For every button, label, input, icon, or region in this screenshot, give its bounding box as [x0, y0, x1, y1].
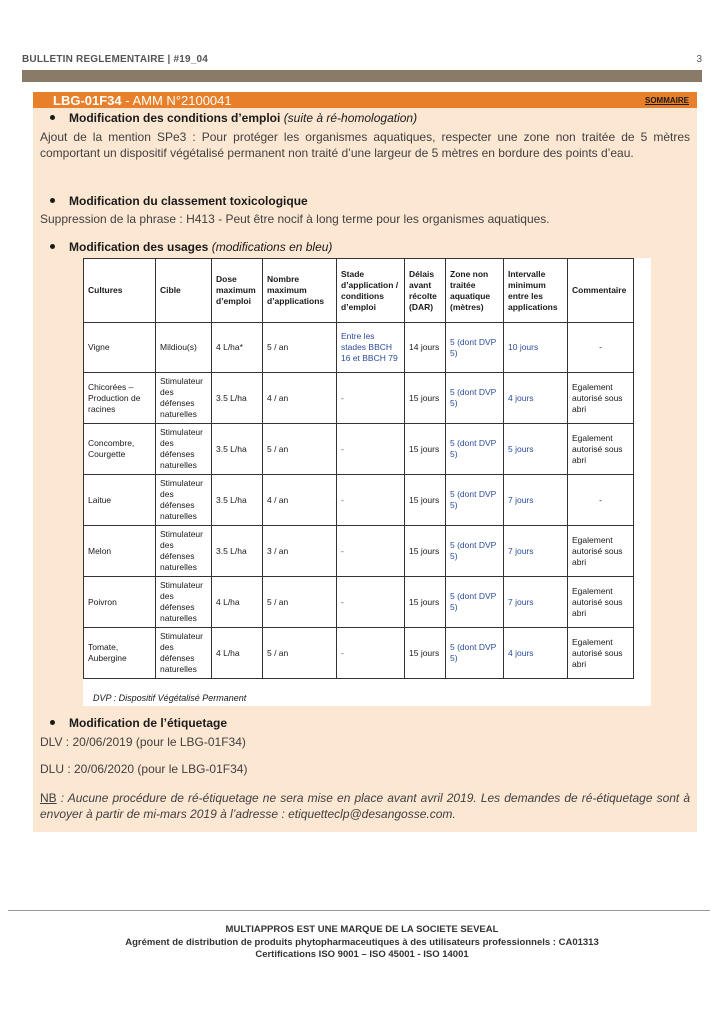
footer-certifications: Certifications ISO 9001 – ISO 45001 - ISO 14001: [255, 949, 469, 960]
table-cell: Chicorées – Production de racines: [84, 373, 156, 424]
table-row: [84, 628, 634, 679]
table-cell: Egalement autorisé sous abri: [568, 628, 634, 679]
table-cell: Tomate, Aubergine: [84, 628, 156, 679]
table-row: [84, 424, 634, 475]
column-header: Délais avant récolte (DAR): [405, 259, 446, 323]
table-cell: -: [337, 577, 405, 628]
table-cell: Stimulateur des défenses naturelles: [156, 373, 212, 424]
table-cell: 5 / an: [263, 577, 337, 628]
table-cell: 15 jours: [405, 475, 446, 526]
etiquetage-heading: Modification de l’étiquetage: [50, 716, 227, 730]
table-cell: 14 jours: [405, 323, 446, 373]
bullet-icon: [50, 720, 55, 725]
conditions-heading-note: (suite à ré-homologation): [283, 111, 418, 125]
bulletin-header: BULLETIN REGLEMENTAIRE | #19_04: [22, 54, 209, 65]
nb-text: : Aucune procédure de ré-étiquetage ne sera mise en place avant avril 2019. Les demandes de ré-étiquetage sont à envoyer à partir de mi-mars 2019 à l’adresse : etiquetteclp@desangosse.com.: [40, 791, 690, 821]
table-cell: 7 jours: [504, 475, 568, 526]
column-header: Stade d’application / conditions d’emploi: [337, 259, 405, 323]
table-cell: 4 L/ha*: [212, 323, 263, 373]
table-cell: Egalement autorisé sous abri: [568, 526, 634, 577]
nb-note: [40, 790, 690, 822]
header-band: [22, 70, 702, 82]
table-cell: 5 (dont DVP 5): [446, 577, 504, 628]
usages-heading: Modification des usages (modifications en bleu): [50, 240, 332, 254]
bullet-icon: [50, 198, 55, 203]
sommaire-link[interactable]: SOMMAIRE: [645, 96, 689, 105]
table-cell: 10 jours: [504, 323, 568, 373]
table-cell: 15 jours: [405, 628, 446, 679]
table-cell: 15 jours: [405, 577, 446, 628]
column-header: Dose maximum d’emploi: [212, 259, 263, 323]
table-cell: Stimulateur des défenses naturelles: [156, 577, 212, 628]
table-cell: 7 jours: [504, 526, 568, 577]
usages-table-image: [83, 258, 651, 706]
table-cell: 5 (dont DVP 5): [446, 628, 504, 679]
table-row: [84, 577, 634, 628]
table-cell: 15 jours: [405, 424, 446, 475]
table-body: [84, 323, 634, 679]
table-cell: 5 (dont DVP 5): [446, 475, 504, 526]
table-cell: -: [337, 526, 405, 577]
table-cell: Laitue: [84, 475, 156, 526]
table-cell: Concombre, Courgette: [84, 424, 156, 475]
footer-brand: MULTIAPPROS EST UNE MARQUE DE LA SOCIETE SEVEAL: [225, 924, 499, 935]
column-header: Cultures: [84, 259, 156, 323]
table-cell: 5 jours: [504, 424, 568, 475]
table-cell: 4 / an: [263, 475, 337, 526]
column-header: Cible: [156, 259, 212, 323]
dlv-text: DLV : 20/06/2019 (pour le LBG-01F34): [40, 735, 246, 749]
table-cell: 3 / an: [263, 526, 337, 577]
nb-label: NB: [40, 791, 57, 805]
table-cell: Mildiou(s): [156, 323, 212, 373]
table-row: [84, 373, 634, 424]
table-cell: 5 (dont DVP 5): [446, 373, 504, 424]
table-cell: 5 (dont DVP 5): [446, 323, 504, 373]
table-cell: 15 jours: [405, 373, 446, 424]
table-cell: Vigne: [84, 323, 156, 373]
table-cell: Stimulateur des défenses naturelles: [156, 475, 212, 526]
column-header: Intervalle minimum entre les applications: [504, 259, 568, 323]
table-cell: -: [568, 323, 634, 373]
column-header: Nombre maximum d’applications: [263, 259, 337, 323]
usages-heading-note: (modifications en bleu): [211, 240, 333, 254]
table-cell: 3.5 L/ha: [212, 373, 263, 424]
table-cell: 4 L/ha: [212, 628, 263, 679]
table-cell: 3.5 L/ha: [212, 526, 263, 577]
table-cell: -: [337, 475, 405, 526]
table-cell: 4 L/ha: [212, 577, 263, 628]
table-cell: -: [568, 475, 634, 526]
table-cell: Melon: [84, 526, 156, 577]
table-cell: Egalement autorisé sous abri: [568, 577, 634, 628]
bullet-icon: [50, 244, 55, 249]
table-cell: 5 (dont DVP 5): [446, 424, 504, 475]
table-cell: -: [337, 373, 405, 424]
table-cell: 5 (dont DVP 5): [446, 526, 504, 577]
classement-text: Suppression de la phrase : H413 - Peut être nocif à long terme pour les organismes aquatiques.: [40, 212, 550, 226]
amm-number: - AMM N°2100041: [121, 93, 232, 108]
table-cell: Stimulateur des défenses naturelles: [156, 526, 212, 577]
column-header: Zone non traitée aquatique (mètres): [446, 259, 504, 323]
table-cell: Entre les stades BBCH 16 et BBCH 79: [337, 323, 405, 373]
table-cell: 4 jours: [504, 373, 568, 424]
table-cell: Stimulateur des défenses naturelles: [156, 628, 212, 679]
footer-separator: [8, 910, 710, 911]
table-cell: 5 / an: [263, 424, 337, 475]
table-cell: -: [337, 628, 405, 679]
footer-agrement: Agrément de distribution de produits phytopharmaceutiques à des utilisateurs professionnels : CA01313: [125, 937, 599, 948]
dvp-legend: DVP : Dispositif Végétalisé Permanent: [93, 693, 247, 703]
table-cell: 5 / an: [263, 323, 337, 373]
dlu-text: DLU : 20/06/2020 (pour le LBG-01F34): [40, 762, 248, 776]
table-row: [84, 475, 634, 526]
table-cell: Stimulateur des défenses naturelles: [156, 424, 212, 475]
classement-heading: Modification du classement toxicologique: [50, 194, 308, 208]
page-number: 3: [696, 54, 702, 65]
table-cell: 7 jours: [504, 577, 568, 628]
table-cell: 3.5 L/ha: [212, 424, 263, 475]
table-cell: 3.5 L/ha: [212, 475, 263, 526]
table-row: [84, 526, 634, 577]
conditions-heading: Modification des conditions d’emploi (suite à ré-homologation): [50, 111, 417, 125]
table-cell: 4 / an: [263, 373, 337, 424]
table-cell: Egalement autorisé sous abri: [568, 424, 634, 475]
bullet-icon: [50, 115, 55, 120]
table-cell: 4 jours: [504, 628, 568, 679]
usages-table: [83, 258, 634, 679]
table-header-row: [84, 259, 634, 323]
section-title: [53, 93, 232, 108]
section-title-bar: [33, 92, 697, 108]
table-row: [84, 323, 634, 373]
conditions-text: Ajout de la mention SPe3 : Pour protéger les organismes aquatiques, respecter une zone non traitée de 5 mètres comportant un dispositif végétalisé permanent non traité d’une largeur de 5 mètres en bordure des points d’eau.: [40, 130, 690, 160]
column-header: Commentaire: [568, 259, 634, 323]
product-code: LBG-01F34: [53, 93, 122, 108]
table-cell: Poivron: [84, 577, 156, 628]
table-cell: 5 / an: [263, 628, 337, 679]
table-cell: Egalement autorisé sous abri: [568, 373, 634, 424]
table-cell: -: [337, 424, 405, 475]
table-cell: 15 jours: [405, 526, 446, 577]
